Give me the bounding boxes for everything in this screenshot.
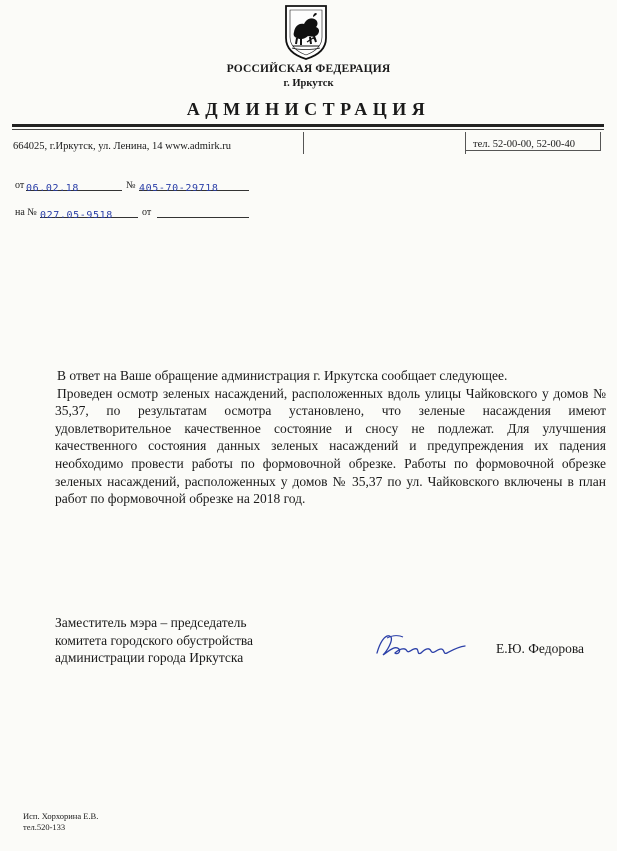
position-line-2: комитета городского обустройства <box>55 632 254 648</box>
body-paragraph-1 <box>55 367 606 385</box>
coat-of-arms-icon <box>283 4 329 60</box>
from-label: от <box>15 180 25 191</box>
executor-info <box>23 811 98 833</box>
date-field <box>26 178 122 194</box>
reply-number-field <box>40 205 138 221</box>
page-title: АДМИНИСТРАЦИЯ <box>186 99 431 119</box>
reply-date-field <box>157 205 249 218</box>
reply-label: на № <box>15 207 37 218</box>
phone-line: тел. 52-00-00, 52-00-40 <box>473 139 575 150</box>
country-heading: РОССИЙСКАЯ ФЕДЕРАЦИЯ <box>226 63 391 75</box>
position-line-1: Заместитель мэра – председатель <box>55 615 247 630</box>
letter-body <box>55 367 606 508</box>
body-paragraph-2 <box>55 385 606 508</box>
reply-number-value: 027.05-9518 <box>40 210 113 221</box>
header-rule-thick <box>12 124 604 127</box>
body-paragraph-1-text: В ответ на Ваше обращение администрация г. Иркутска сообщает следующее. <box>57 368 508 383</box>
handwritten-signature <box>373 629 473 661</box>
number-field <box>139 178 249 194</box>
date-value: 06.02.18 <box>26 183 79 194</box>
number-label: № <box>126 180 136 191</box>
position-line-3: администрации города Иркутска <box>55 650 244 666</box>
executor-phone: тел.520-133 <box>23 822 66 832</box>
phone-underline <box>466 150 601 151</box>
phone-end-separator <box>600 132 601 150</box>
executor-name: Исп. Хорхорина Е.В. <box>23 811 99 821</box>
city-heading: г. Иркутск <box>283 78 334 89</box>
number-value: 405-70-29718 <box>139 183 219 194</box>
signatory-name: Е.Ю. Федорова <box>496 641 585 656</box>
header-rule-thin <box>12 129 604 130</box>
reply-from-label: от <box>142 207 152 218</box>
signatory-position <box>55 614 253 667</box>
body-paragraph-2-text: Проведен осмотр зеленых насаждений, расположенных вдоль улицы Чайковского у домов № 35,37, по результатам осмотра установлено, что зеленые насаждения имеют удовлетворительное качественное состояние и сносу не подлежат. Для улучшения качественного состояния данных зеленых насаждений и предупреждения их падения необходимо провести работы по формовочной обрезке. Работы по формовочной обрезке зеленых насаждений, расположенных у домов № 35,37 по ул. Чайковского включены в план работ по формовочной обрезке на 2018 год. <box>55 385 606 507</box>
address-line: 664025, г.Иркутск, ул. Ленина, 14 www.admirk.ru <box>13 141 231 152</box>
address-separator <box>303 132 304 154</box>
